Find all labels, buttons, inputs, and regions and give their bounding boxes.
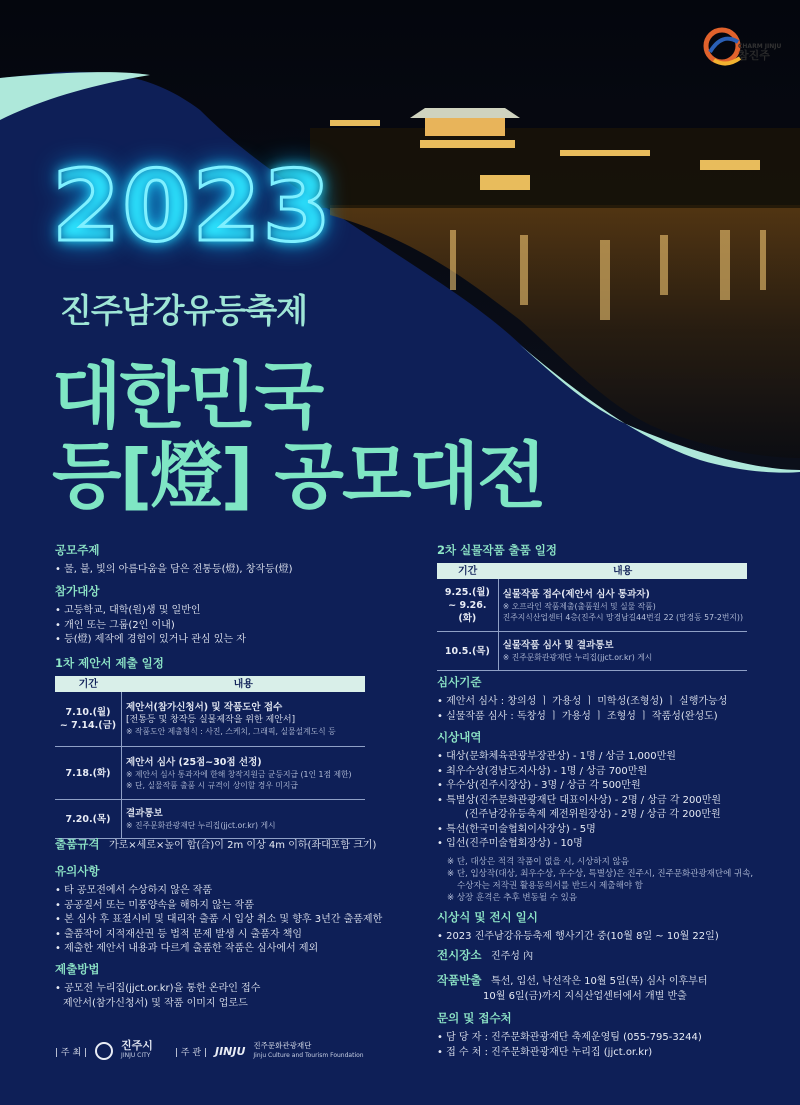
period-cell: 7.18.(화) (55, 747, 122, 800)
venue-text: 진주성 內 (490, 951, 534, 962)
section-heading: 문의 및 접수처 (437, 1011, 512, 1025)
list-item: • 담 당 자 : 진주문화관광재단 축제운영팀 (055-795-3244) (437, 1032, 702, 1043)
col-period: 기간 (437, 563, 498, 579)
content-cell: 실물작품 심사 및 결과통보 ※ 진주문화관광재단 누리집(jjct.or.kr) 게시 (498, 632, 747, 671)
list-item: • 입선(진주미술협회장상) - 10명 (437, 838, 583, 849)
list-item: 제안서(참가신청서) 및 작품 이미지 업로드 (63, 997, 248, 1009)
org-label: | 주 관 | (174, 1047, 207, 1058)
section-heading: 시상식 및 전시 일시 (437, 910, 538, 924)
content-cell: 결과통보 ※ 진주문화관광재단 누리집(jjct.or.kr) 게시 (122, 800, 366, 839)
list-item: • 공모전 누리집(jjct.or.kr)을 통한 온라인 접수 (55, 983, 261, 994)
section-heading: 작품반출 (437, 973, 482, 987)
list-item: • 개인 또는 그룹(2인 이내) (55, 619, 175, 631)
round2-section (437, 543, 747, 671)
table-row (55, 692, 365, 747)
table-row (55, 747, 365, 800)
content-cell: 실물작품 접수(제안서 심사 통과자) ※ 오프라인 작품제출(출품원서 및 실물 작품) 진주지식산업센터 4층(진주시 망경남길44번길 22 (망경동 57-2번지)) (498, 579, 747, 632)
list-item: • 물, 불, 빛의 아름다움을 담은 전통등(燈), 창작등(燈) (55, 564, 293, 575)
list-item: • 출품작이 지적재산권 등 법적 문제 발생 시 출품자 책임 (55, 928, 303, 940)
period-cell: 10.5.(목) (437, 632, 498, 671)
section-heading: 2차 실물작품 출품 일정 (437, 543, 557, 557)
section-heading: 심사기준 (437, 675, 482, 689)
awards-section (437, 730, 767, 904)
org-en: Jinju Culture and Tourism Foundation (253, 1052, 364, 1059)
contact-section (437, 1011, 767, 1060)
title-year: 2023 (52, 150, 333, 264)
round2-table (437, 563, 747, 671)
table-row (437, 579, 747, 632)
venue-section (437, 948, 757, 965)
list-item: • 고등학교, 대학(원)생 및 일반인 (55, 605, 201, 616)
period-cell: 9.25.(월) ~ 9.26.(화) (437, 579, 498, 632)
section-heading: 시상내역 (437, 730, 482, 744)
content-cell: 제안서 심사 (25점~30점 선정) ※ 제안서 심사 통과자에 한해 창작지원금 균등지급 (1인 1점 제한) ※ 단, 실물작품 출품 시 규격이 상이할 경우 미지급 (122, 747, 366, 800)
content-cell: 제안서(참가신청서) 및 작품도안 접수 [전통등 및 창작등 실물제작을 위한 제안서] ※ 작품도안 제출형식 : 사진, 스케치, 그래픽, 실물설계도식 등 (122, 692, 366, 747)
list-item: • 등(燈) 제작에 경험이 있거나 관심 있는 자 (55, 634, 246, 645)
submit-section (55, 962, 385, 1011)
list-item: • 실물작품 심사 : 독창성 ㅣ 가용성 ㅣ 조형성 ㅣ 작품성(완성도) (437, 710, 718, 722)
section-heading: 참가대상 (55, 584, 100, 598)
section-heading: 유의사항 (55, 864, 100, 878)
note: ※ 단, 대상은 적격 작품이 없을 시, 시상하지 않음 (447, 856, 629, 867)
col-content: 내용 (122, 676, 366, 692)
caution-section (55, 864, 385, 957)
list-item: • 제안서 심사 : 창의성 ㅣ 가용성 ㅣ 미학성(조형성) ㅣ 실행가능성 (437, 696, 728, 707)
spec-section (55, 837, 385, 854)
list-item: • 특별상(진주문화관광재단 대표이사상) - 2명 / 상금 각 200만원 (437, 794, 722, 806)
section-heading: 출품규격 (55, 837, 100, 851)
host-label: | 주 최 | (55, 1047, 88, 1058)
criteria-section (437, 675, 757, 724)
table-row (437, 632, 747, 671)
org-name: 진주문화관광재단 (253, 1041, 312, 1050)
theme-section (55, 543, 375, 578)
title-main-line2: 등[燈] 공모대전 (52, 434, 545, 518)
list-item: • 최우수상(경남도지사상) - 1명 / 상금 700만원 (437, 765, 648, 777)
round1-section (55, 656, 365, 839)
table-row (55, 800, 365, 839)
ceremony-section (437, 910, 757, 945)
period-cell: 7.20.(목) (55, 800, 122, 839)
period-cell: 7.10.(월) ~ 7.14.(금) (55, 692, 122, 747)
col-content: 내용 (498, 563, 747, 579)
festival-name: 진주남강유등축제 (60, 291, 308, 330)
org-logo: JINJU (214, 1044, 246, 1058)
note: 수상자는 저작권 활용동의서를 반드시 제출해야 함 (457, 880, 643, 891)
round1-table (55, 676, 365, 839)
list-item: • 본 심사 후 표절시비 및 대리작 출품 시 입상 취소 및 향후 3년간 출품제한 (55, 914, 383, 925)
section-heading: 1차 제안서 제출 일정 (55, 656, 164, 670)
list-item: • 접 수 처 : 진주문화관광재단 누리집 (jjct.or.kr) (437, 1046, 653, 1058)
footer (55, 1041, 364, 1061)
return-line2: 10월 6일(금)까지 지식산업센터에서 개별 반출 (483, 990, 687, 1002)
list-item: • 제출한 제안서 내용과 다르게 출품한 작품은 심사에서 제외 (55, 943, 319, 954)
list-item: (진주남강유등축제 제전위원장상) - 2명 / 상금 각 200만원 (465, 809, 721, 820)
note: ※ 상장 훈격은 추후 변동될 수 있음 (447, 892, 578, 903)
host-name: 진주시 (121, 1039, 153, 1052)
jinju-city-logo-icon (95, 1042, 113, 1060)
list-item: • 대상(문화체육관광부장관상) - 1명 / 상금 1,000만원 (437, 751, 676, 762)
list-item: • 우수상(진주시장상) - 3명 / 상금 각 500만원 (437, 780, 641, 791)
host-en: JINJU CITY (121, 1052, 151, 1059)
title-main-line1: 대한민국 (52, 354, 323, 438)
section-heading: 전시장소 (437, 948, 482, 962)
list-item: • 2023 진주남강유등축제 행사기간 중(10월 8일 ~ 10월 22일) (437, 931, 719, 942)
eligibility-section (55, 584, 375, 648)
list-item: • 타 공모전에서 수상하지 않은 작품 (55, 885, 213, 896)
list-item: • 특선(한국미술협회이사장상) - 5명 (437, 823, 596, 835)
col-period: 기간 (55, 676, 122, 692)
logo-text: CHARM JINJU 참진주 (738, 43, 782, 62)
section-heading: 제출방법 (55, 962, 100, 976)
list-item: • 공공질서 또는 미풍양속을 해하지 않는 작품 (55, 899, 254, 911)
section-heading: 공모주제 (55, 543, 100, 557)
return-line1: 특선, 입선, 낙선작은 10월 5일(목) 심사 이후부터 (490, 976, 708, 987)
note: ※ 단, 입상작(대상, 최우수상, 우수상, 특별상)은 진주시, 진주문화관광재단에 귀속, (447, 868, 754, 879)
return-section (437, 973, 767, 1004)
spec-text: 가로×세로×높이 합(合)이 2m 이상 4m 이하(좌대포함 크기) (108, 840, 377, 851)
